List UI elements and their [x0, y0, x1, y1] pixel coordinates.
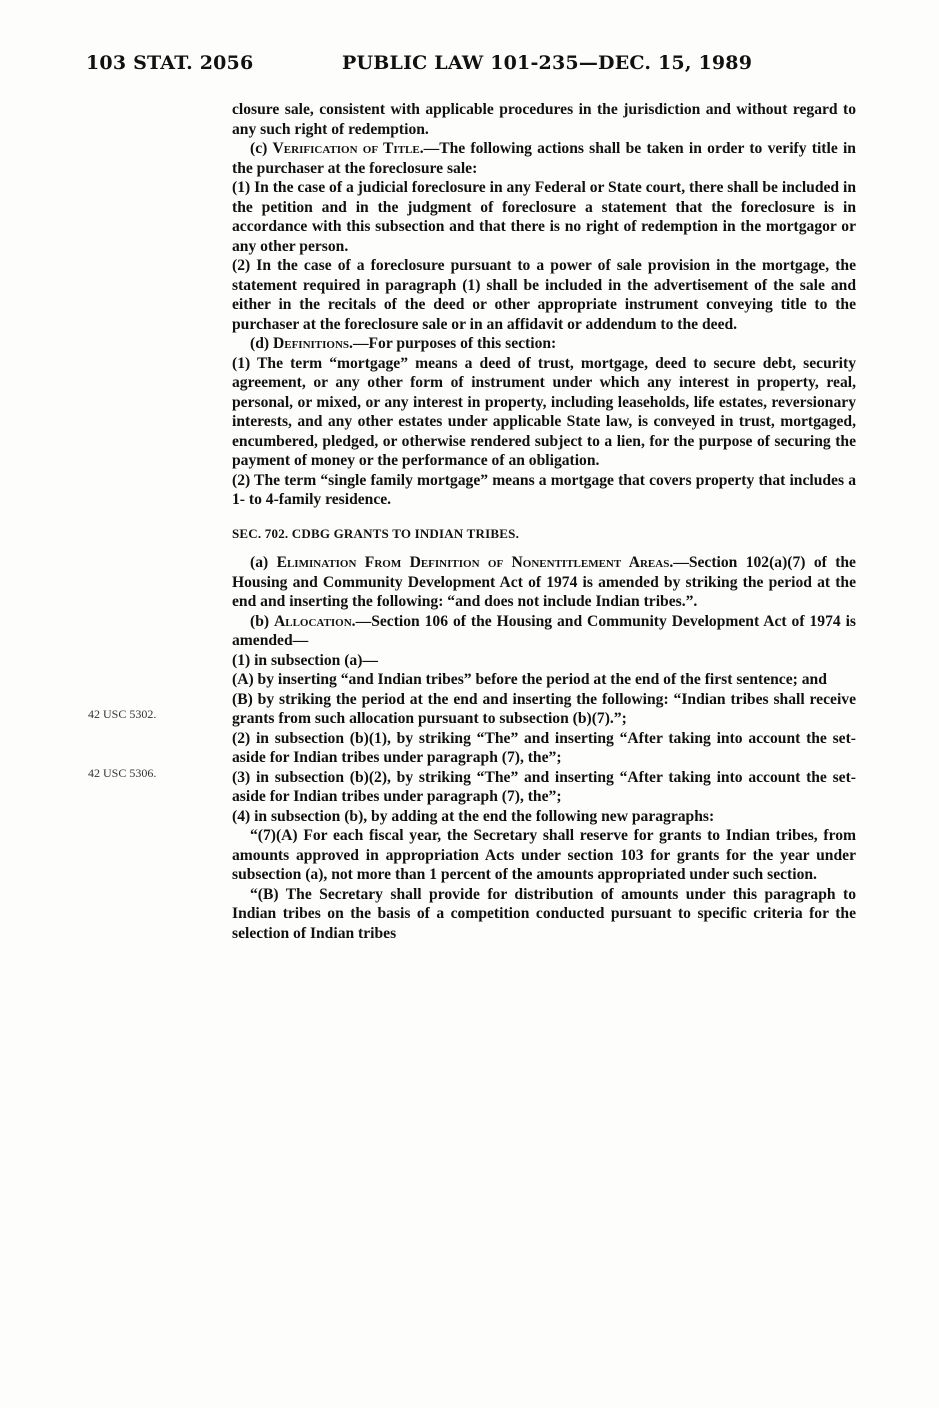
quoted-paragraph-7B: “(B) The Secretary shall provide for distribution of amounts under this paragraph to Indian tribes on the basis of a competition conducted pursuant to specific criteria for the selection of Indian tribes [232, 885, 856, 942]
section-heading: SEC. 702. CDBG GRANTS TO INDIAN TRIBES. [232, 525, 520, 541]
subsection-c-label: (c) [250, 140, 273, 157]
document-body [232, 100, 856, 943]
paragraph-c2: (2) In the case of a foreclosure pursuant to a power of sale provision in the mortgage, the statement required in paragraph (1) shall be included in the advertisement of the sale and either in the recitals of the deed or other appropriate instrument conveying title to the purchaser at the foreclosure sale or in an affidavit or addendum to the deed. [232, 257, 856, 333]
subsection-b-text: —Section 106 of the Housing and Community Development Act of 1974 is amended— [232, 612, 856, 649]
subparagraph-b1A: (A) by inserting “and Indian tribes” before the period at the end of the first sentence; and [232, 671, 827, 688]
paragraph-closure: closure sale, consistent with applicable procedures in the jurisdiction and without regard to any such right of redemption. [232, 101, 856, 138]
subsection-a [232, 553, 856, 612]
paragraph-b2: (2) in subsection (b)(1), by striking “The” and inserting “After taking into account the set-aside for Indian tribes under paragraph (7), the”; [232, 729, 856, 766]
subsection-a-heading: Elimination From Definition of Nonentitlement Areas. [276, 554, 674, 571]
subsection-b-label: (b) [250, 612, 274, 630]
paragraph-b4: (4) in subsection (b), by adding at the end the following new paragraphs: [232, 807, 715, 825]
law-title: PUBLIC LAW 101-235—DEC. 15, 1989 [342, 52, 753, 74]
subsection-b-heading: Allocation. [274, 612, 356, 630]
quoted-paragraph-7A: “(7)(A) For each fiscal year, the Secretary shall reserve for grants to Indian tribes, from amounts approved in appropriation Acts under section 103 for grants for the year under subsection (a), not more than 1 percent of the amounts appropriated under such section. [232, 827, 856, 883]
subsection-d-label: (d) [250, 335, 273, 352]
stat-page-number: 103 STAT. 2056 [86, 52, 254, 74]
subsection-d [232, 334, 856, 354]
margin-note-5306: 42 USC 5306. [88, 766, 157, 780]
margin-note-5302: 42 USC 5302. [88, 707, 157, 721]
paragraph-b3: (3) in subsection (b)(2), by striking “The” and inserting “After taking into account the set-aside for Indian tribes under paragraph (7), the”; [232, 768, 856, 805]
subsection-a-text: —Section 102(a)(7) of the Housing and Community Development Act of 1974 is amended by striking the period at the end and inserting the following: “and does not include Indian tribes.”. [232, 554, 856, 610]
subsection-c-heading: Verification of Title. [272, 140, 424, 157]
paragraph-d1: (1) The term “mortgage” means a deed of trust, mortgage, deed to secure debt, security agreement, or any other form of instrument under which any interest in property, real, personal, or mixed, or any interest in property, including leaseholds, life estates, reversionary interests, and any other estates under applicable State law, is conveyed in trust, mortgaged, encumbered, pledged, or otherwise rendered subject to a lien, for the purpose of securing the payment of money or the performance of an obligation. [232, 354, 856, 469]
subsection-d-text: —For purposes of this section: [352, 335, 557, 352]
subsection-a-label: (a) [250, 554, 277, 571]
paragraph-b1: (1) in subsection (a)— [232, 651, 378, 669]
paragraph-c1: (1) In the case of a judicial foreclosure in any Federal or State court, there shall be included in the petition and in the judgment of foreclosure a statement that the foreclosure is in accordance with this subsection and that there is no right of redemption in the mortgagor or any other person. [232, 179, 856, 255]
subsection-c [232, 139, 856, 178]
subparagraph-b1B: (B) by striking the period at the end and inserting the following: “Indian tribes shall receive grants from such allocation pursuant to subsection (b)(7).”; [232, 690, 856, 727]
subsection-b [232, 612, 856, 651]
subsection-c-text: —The following actions shall be taken in order to verify title in the purchaser at the foreclosure sale: [232, 140, 856, 177]
subsection-d-heading: Definitions. [272, 335, 353, 352]
paragraph-d2: (2) The term “single family mortgage” means a mortgage that covers property that includes a 1- to 4-family residence. [232, 471, 856, 508]
